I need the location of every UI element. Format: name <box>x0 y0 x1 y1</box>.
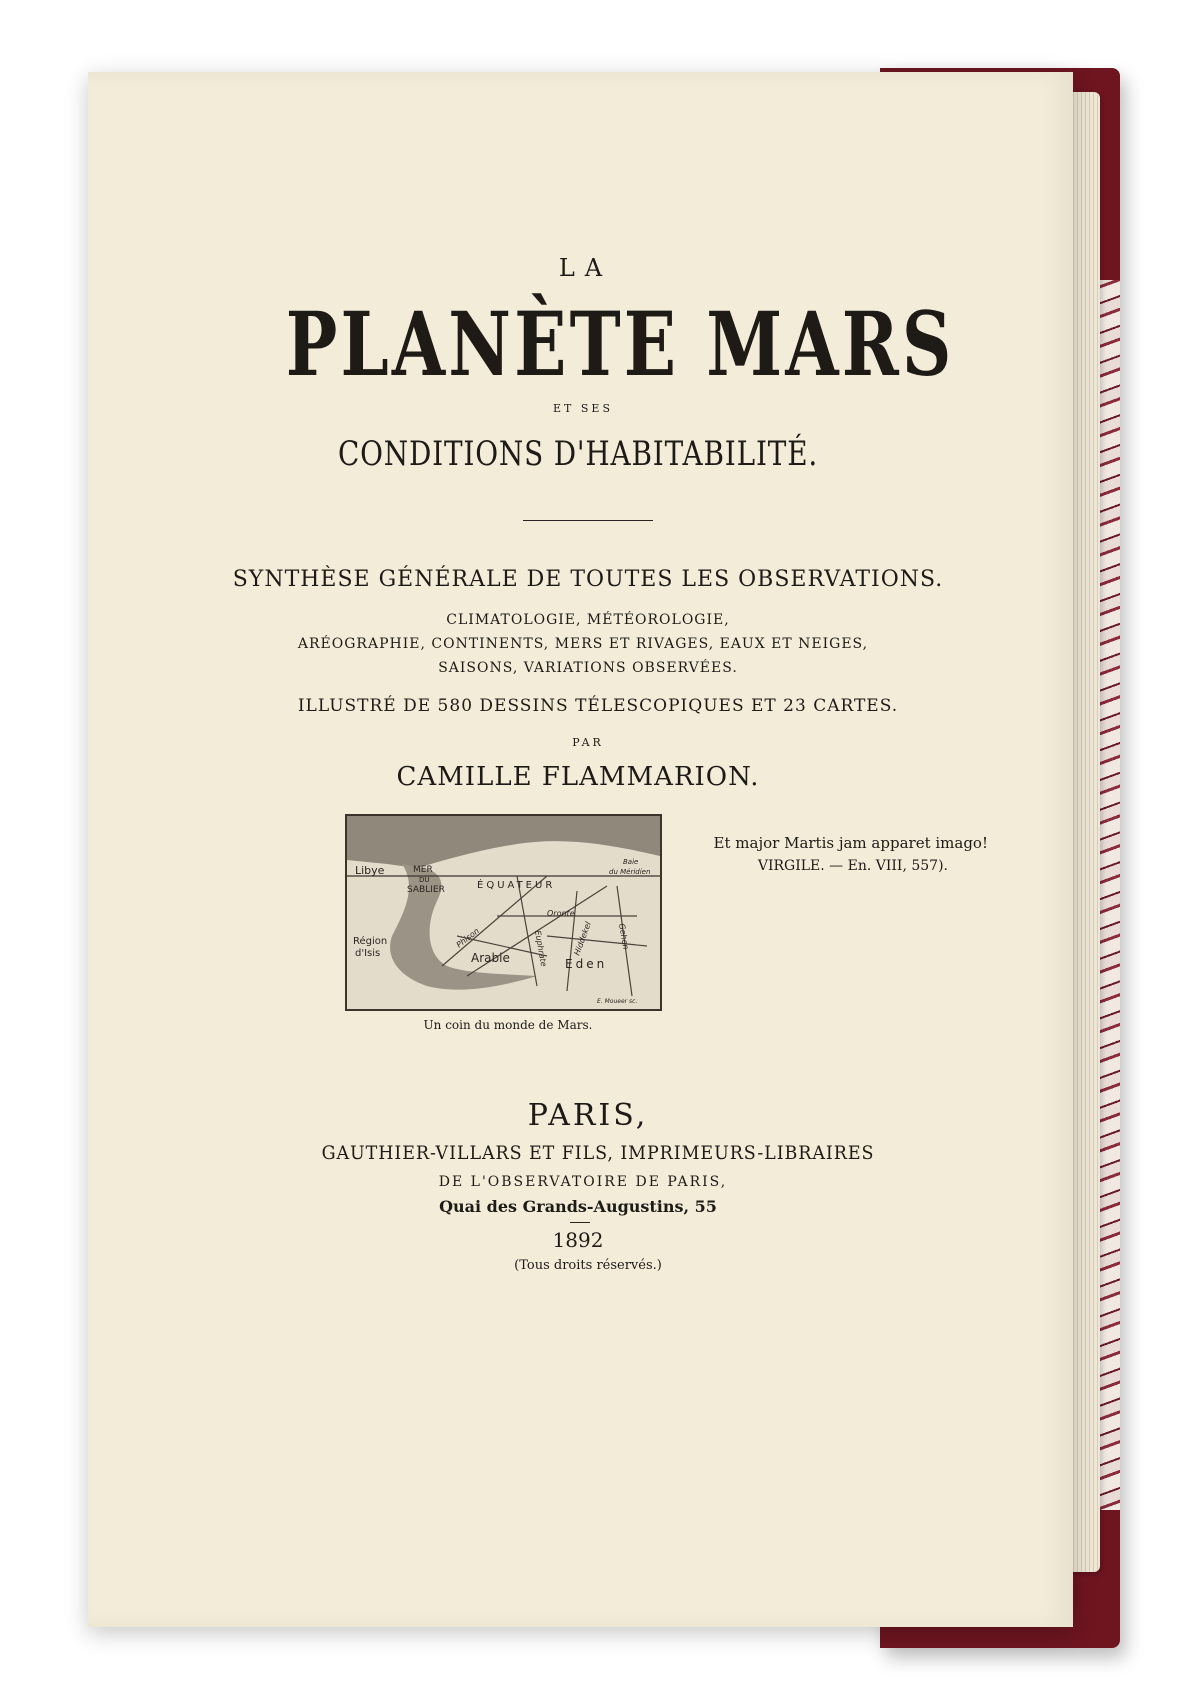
map-label-arabie: Arabie <box>471 951 510 965</box>
map-label-euphrate: Euphrate <box>533 929 549 968</box>
topics-line-3: SAISONS, VARIATIONS OBSERVÉES. <box>438 660 738 676</box>
map-label-oronte: Oronte <box>547 909 575 918</box>
map-label-phison: Phison <box>454 926 481 950</box>
epigraph-quote: Et major Martis jam apparet imago! <box>713 834 988 852</box>
title-divider <box>523 520 653 521</box>
imprint-divider <box>570 1222 590 1223</box>
map-label-baie: Baie <box>623 858 639 866</box>
map-label-hiddekel: Hiddekel <box>572 920 593 957</box>
imprint-address: Quai des Grands-Augustins, 55 <box>439 1197 717 1216</box>
book-title: PLANÈTE MARS <box>285 292 955 396</box>
map-label-du: DU <box>419 876 430 884</box>
synthesis-line: SYNTHÈSE GÉNÉRALE DE TOUTES LES OBSERVATIONS. <box>232 567 944 592</box>
map-label-equateur: ÉQUATEUR <box>477 880 556 891</box>
map-label-region: Région <box>353 936 388 947</box>
map-label-libye: Libye <box>355 864 385 877</box>
map-label-engraver: E. Moueer sc. <box>597 998 638 1005</box>
epigraph-attribution: VIRGILE. — En. VIII, 557). <box>757 858 948 874</box>
title-article: LA <box>558 254 613 282</box>
map-sea-north <box>347 816 660 868</box>
map-label-sablier: SABLIER <box>407 885 445 895</box>
imprint-institution: DE L'OBSERVATOIRE DE PARIS, <box>438 1174 728 1190</box>
topics-line-2: ARÉOGRAPHIE, CONTINENTS, MERS ET RIVAGES, EAUX ET NEIGES, <box>297 636 869 652</box>
book-subtitle: CONDITIONS D'HABITABILITÉ. <box>337 434 819 474</box>
map-label-meridien: du Méridien <box>609 868 651 876</box>
by-line: PAR <box>572 736 604 749</box>
topics-line-1: CLIMATOLOGIE, MÉTÉOROLOGIE, <box>446 612 730 628</box>
imprint-publisher: GAUTHIER-VILLARS ET FILS, IMPRIMEURS-LIBRAIRES <box>321 1142 875 1164</box>
mars-map-drawing <box>347 816 660 1009</box>
title-page <box>88 72 1073 1627</box>
mars-map-engraving <box>345 814 662 1011</box>
map-label-eden: Eden <box>565 957 608 971</box>
imprint-rights: (Tous droits réservés.) <box>514 1258 662 1273</box>
map-label-mer: MER <box>413 865 433 875</box>
author-name: CAMILLE FLAMMARION. <box>396 762 760 792</box>
illustration-note: ILLUSTRÉ DE 580 DESSINS TÉLESCOPIQUES ET 23 CARTES. <box>297 696 899 716</box>
map-caption: Un coin du monde de Mars. <box>423 1018 593 1032</box>
map-label-gehon: Gehon <box>617 922 631 951</box>
map-label-isis: d'Isis <box>355 948 381 959</box>
imprint-city: PARIS, <box>527 1098 649 1133</box>
imprint-year: 1892 <box>552 1228 604 1252</box>
title-connector: ET SES <box>553 402 613 415</box>
